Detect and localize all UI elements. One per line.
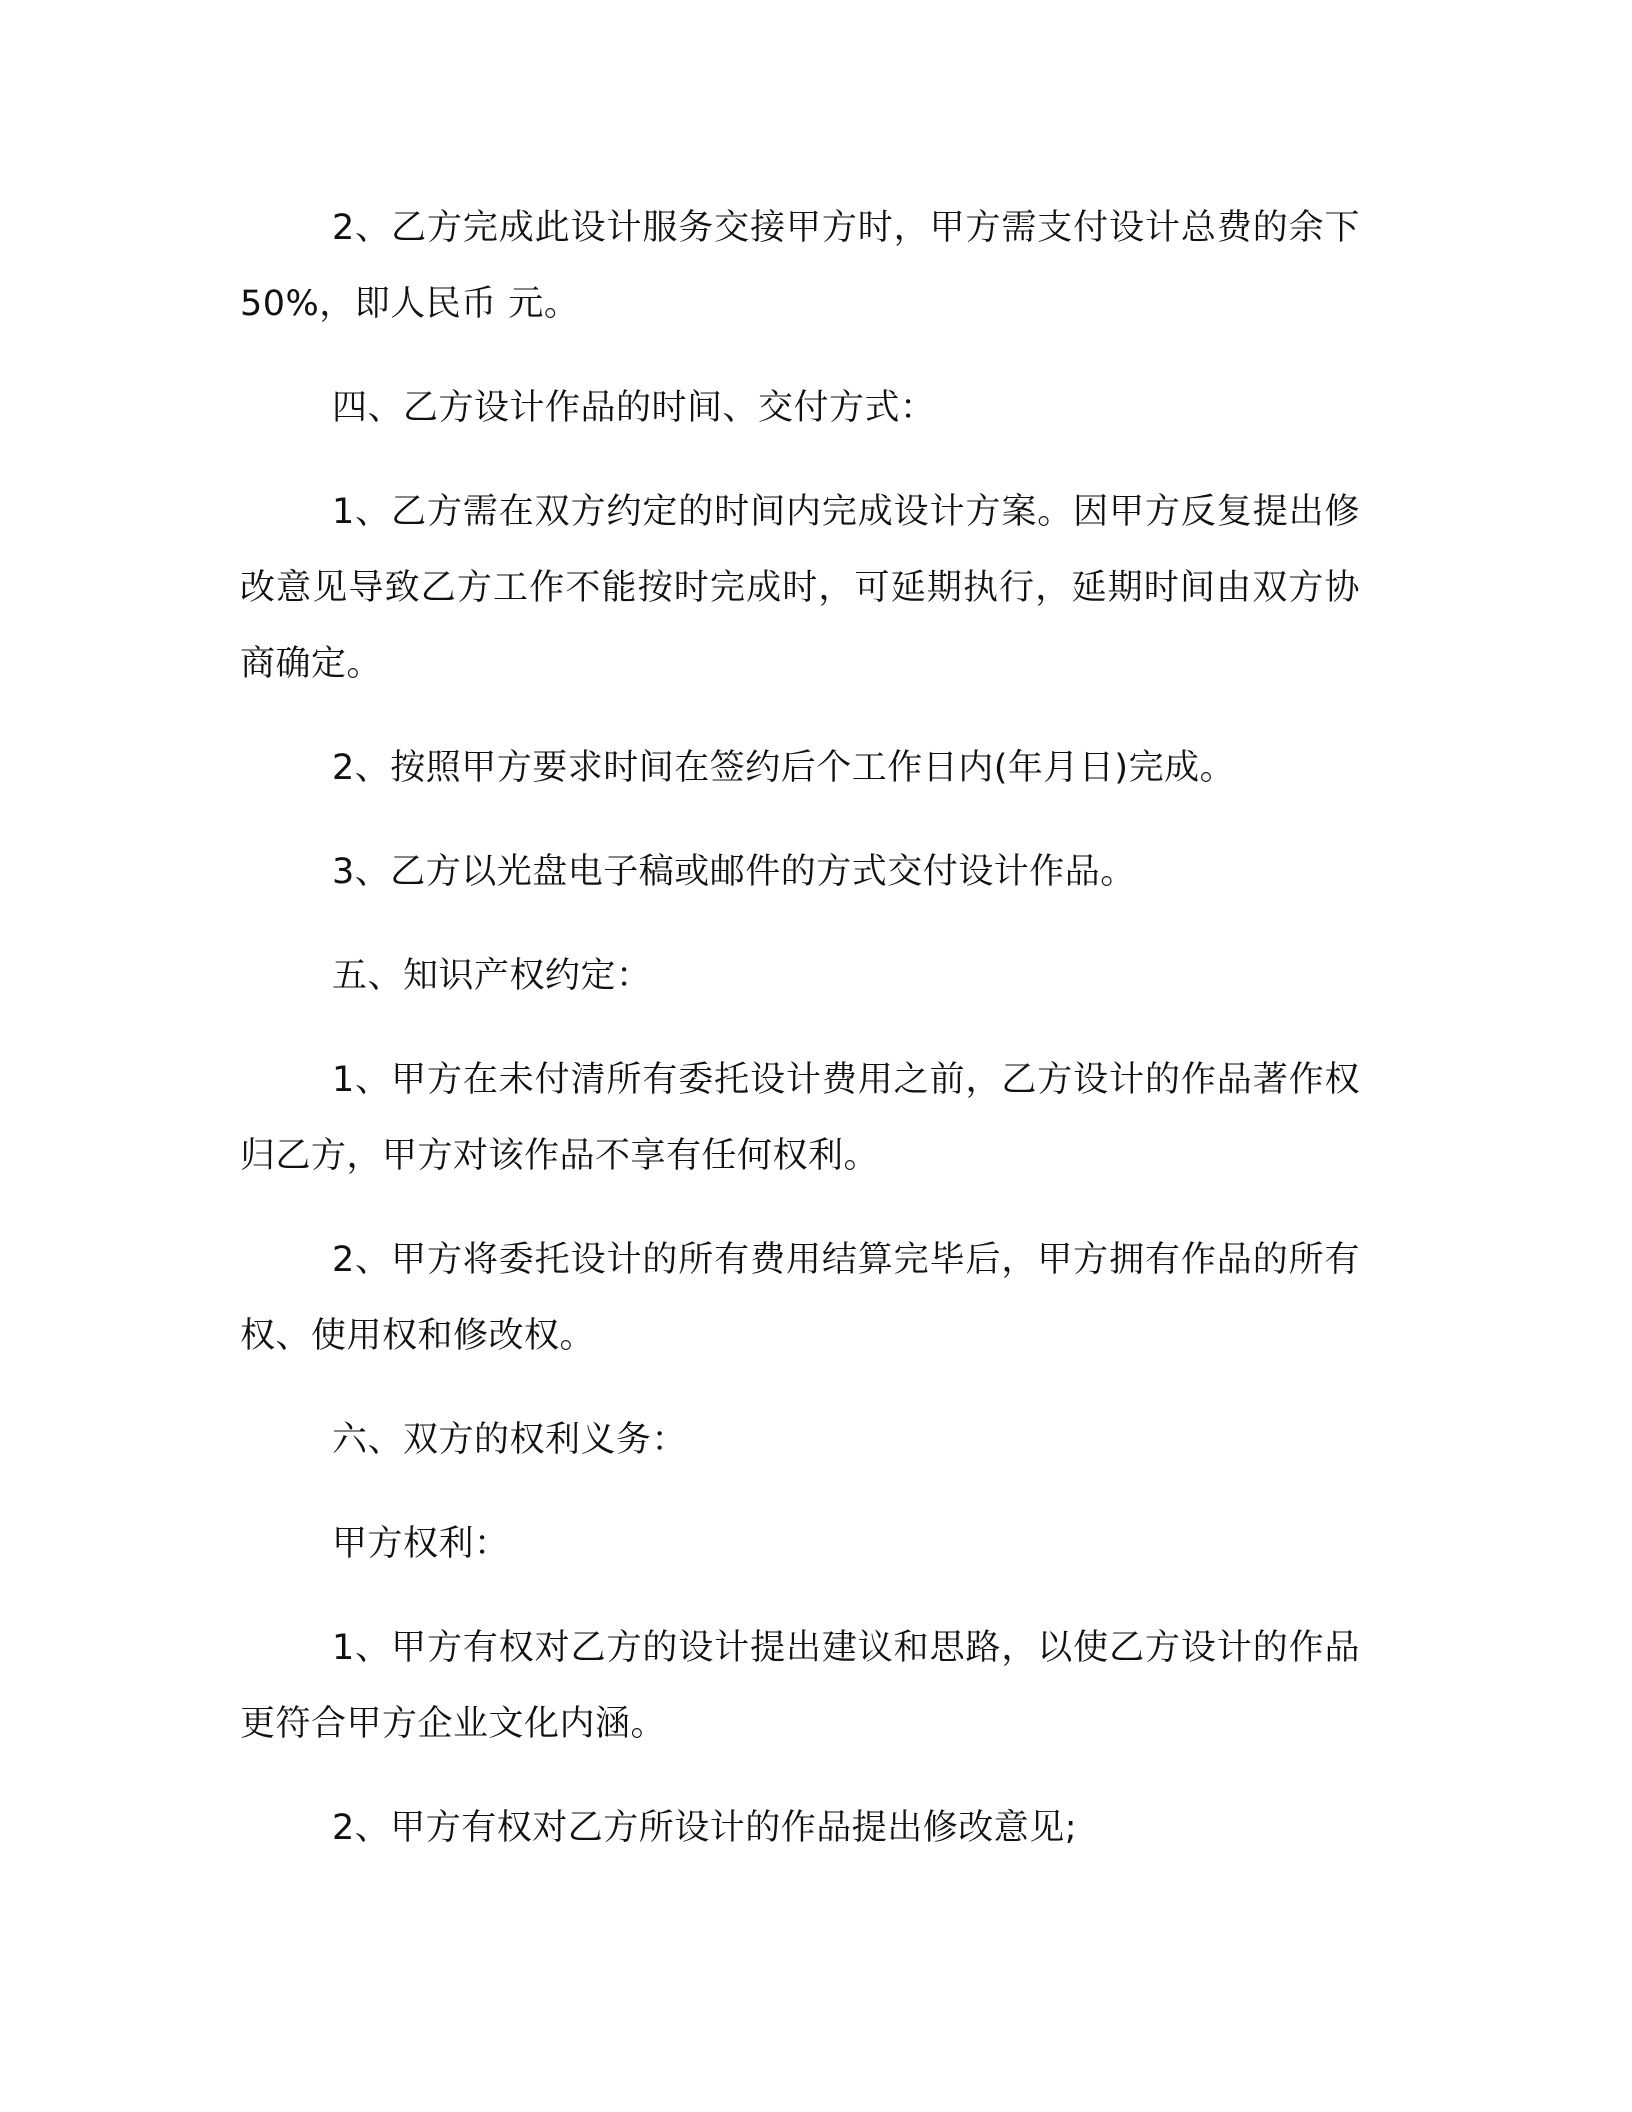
paragraph-delivery-2: 2、按照甲方要求时间在签约后个工作日内(年月日)完成。 [332, 748, 1236, 788]
paragraph-payment-balance: 2、乙方完成此设计服务交接甲方时，甲方需支付设计总费的余下 50%，即人民币 元。 [240, 208, 1360, 324]
paragraph-ip-1: 1、甲方在未付清所有委托设计费用之前，乙方设计的作品著作权归乙方，甲方对该作品不享有任何权利。 [240, 1060, 1360, 1176]
section-heading-ip: 五、知识产权约定： [332, 956, 652, 996]
section-heading-delivery: 四、乙方设计作品的时间、交付方式： [332, 388, 936, 428]
document-body [240, 190, 1360, 1866]
paragraph-delivery-3: 3、乙方以光盘电子稿或邮件的方式交付设计作品。 [332, 852, 1136, 892]
subheading-party-a-rights: 甲方权利： [332, 1524, 510, 1564]
paragraph-rights-2: 2、甲方有权对乙方所设计的作品提出修改意见; [332, 1808, 1078, 1848]
paragraph-ip-2: 2、甲方将委托设计的所有费用结算完毕后，甲方拥有作品的所有权、使用权和修改权。 [240, 1240, 1360, 1356]
paragraph-rights-1: 1、甲方有权对乙方的设计提出建议和思路，以使乙方设计的作品更符合甲方企业文化内涵。 [240, 1628, 1360, 1744]
paragraph-delivery-1: 1、乙方需在双方约定的时间内完成设计方案。因甲方反复提出修改意见导致乙方工作不能按时完成时，可延期执行，延期时间由双方协商确定。 [240, 492, 1360, 684]
section-heading-rights: 六、双方的权利义务： [332, 1420, 688, 1460]
